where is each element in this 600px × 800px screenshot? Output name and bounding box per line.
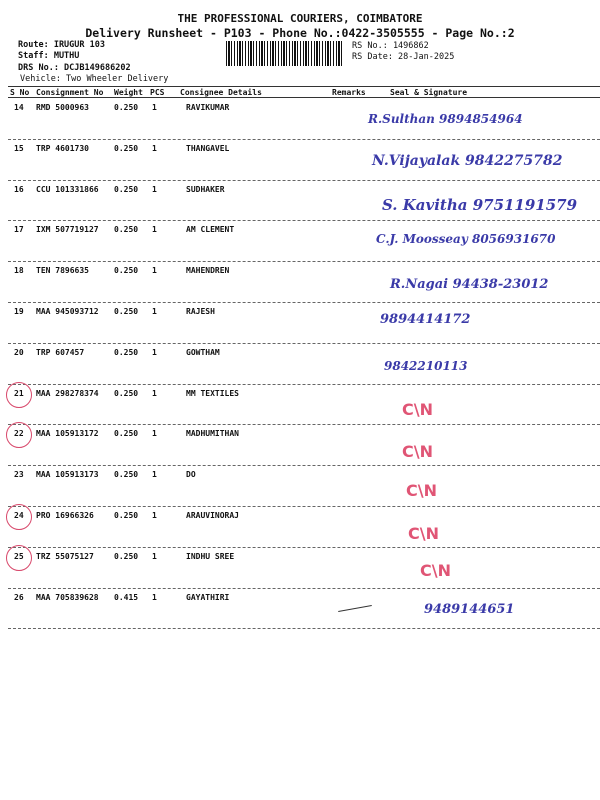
row-consignee: INDHU SREE	[186, 551, 235, 561]
handwritten-signature: S. Kavitha 9751191579	[382, 195, 578, 214]
handwritten-signature: 9489144651	[424, 601, 515, 617]
row-divider	[8, 547, 600, 548]
row-divider	[8, 139, 600, 140]
col-weight: Weight	[114, 88, 143, 97]
row-sno: 21	[14, 388, 24, 398]
row-weight: 0.250	[114, 307, 139, 316]
row-weight: 0.250	[114, 551, 139, 561]
runsheet-subtitle: Delivery Runsheet - P103 - Phone No.:0422-3505555 - Page No.:2	[85, 26, 515, 40]
row-weight: 0.250	[114, 266, 139, 276]
table-row	[0, 590, 600, 630]
row-weight: 0.415	[114, 592, 139, 602]
col-sno: S No	[10, 88, 30, 97]
table-row	[0, 386, 600, 426]
row-weight: 0.250	[114, 184, 139, 194]
row-pcs: 1	[152, 511, 157, 520]
row-divider	[8, 302, 600, 303]
barcode	[226, 41, 344, 66]
row-consignee: RAJESH	[186, 307, 215, 316]
table-row	[0, 100, 600, 140]
row-sno: 19	[14, 307, 24, 316]
row-sno: 16	[14, 184, 24, 194]
pen-circle-mark	[6, 422, 32, 448]
pen-circle-mark	[6, 504, 32, 530]
row-consignment-no: MAA 298278374	[36, 388, 99, 398]
row-sno: 18	[14, 266, 24, 276]
handwritten-signature: 9842210113	[384, 358, 468, 373]
row-divider	[8, 220, 600, 221]
handwritten-signature: C\N	[408, 524, 439, 543]
row-consignment-no: RMD 5000963	[36, 103, 89, 112]
col-remarks: Remarks	[332, 88, 366, 97]
row-divider	[8, 343, 600, 344]
row-consignment-no: TEN 7896635	[36, 266, 89, 276]
company-title: THE PROFESSIONAL COURIERS, COIMBATORE	[177, 12, 423, 25]
row-consignment-no: MAA 105913172	[36, 429, 99, 439]
row-pcs: 1	[152, 143, 157, 153]
row-consignee: GAYATHIRI	[186, 592, 230, 602]
row-pcs: 1	[152, 225, 157, 235]
row-divider	[8, 506, 600, 507]
row-divider	[8, 465, 600, 466]
table-row	[0, 345, 600, 385]
table-row	[0, 141, 600, 181]
row-weight: 0.250	[114, 225, 139, 235]
handwritten-signature: C.J. Moosseay 8056931670	[376, 232, 556, 247]
row-weight: 0.250	[114, 103, 139, 112]
row-pcs: 1	[152, 307, 157, 316]
row-consignee: SUDHAKER	[186, 184, 225, 194]
row-divider	[8, 180, 600, 181]
row-pcs: 1	[152, 592, 157, 602]
row-consignee: DO	[186, 470, 196, 480]
row-divider	[8, 588, 600, 589]
row-consignment-no: TRP 607457	[36, 347, 85, 357]
table-row	[0, 549, 600, 589]
col-consignee: Consignee Details	[180, 88, 262, 97]
handwritten-signature: N.Vijayalak 9842275782	[372, 152, 563, 169]
row-weight: 0.250	[114, 143, 139, 153]
table-row	[0, 508, 600, 548]
row-weight: 0.250	[114, 470, 139, 480]
drs-number: DRS No.: DCJB149686202	[18, 63, 131, 73]
row-consignment-no: CCU 101331866	[36, 184, 99, 194]
col-seal-signature: Seal & Signature	[390, 88, 468, 97]
handwritten-signature: R.Nagai 94438-23012	[390, 277, 549, 293]
table-row	[0, 182, 600, 222]
row-consignment-no: MAA 105913173	[36, 470, 99, 480]
table-row	[0, 426, 600, 466]
row-weight: 0.250	[114, 347, 139, 357]
handwritten-signature: C\N	[402, 442, 433, 462]
row-divider	[8, 628, 600, 629]
staff-label: Staff: MUTHU	[18, 51, 80, 61]
row-consignment-no: MAA 705839628	[36, 592, 99, 602]
row-sno: 22	[14, 429, 24, 439]
row-consignee: RAVIKUMAR	[186, 103, 230, 112]
row-sno: 15	[14, 143, 24, 153]
row-divider	[8, 384, 600, 385]
row-pcs: 1	[152, 470, 157, 480]
row-consignee: MM TEXTILES	[186, 388, 239, 398]
header-top-rule	[8, 86, 600, 87]
handwritten-signature: C\N	[406, 481, 437, 501]
table-row	[0, 304, 600, 344]
row-weight: 0.250	[114, 388, 139, 398]
row-consignee: MAHENDREN	[186, 266, 230, 276]
row-divider	[8, 424, 600, 425]
row-consignment-no: MAA 945093712	[36, 307, 99, 316]
vehicle-label: Vehicle: Two Wheeler Delivery	[20, 74, 169, 84]
row-consignee: THANGAVEL	[186, 143, 230, 153]
table-row	[0, 222, 600, 262]
handwritten-signature: 9894414172	[380, 312, 471, 327]
row-pcs: 1	[152, 103, 157, 112]
row-pcs: 1	[152, 388, 157, 398]
row-weight: 0.250	[114, 429, 139, 439]
pen-circle-mark	[6, 382, 32, 408]
pen-circle-mark	[6, 545, 32, 571]
row-pcs: 1	[152, 347, 157, 357]
row-divider	[8, 261, 600, 262]
route-label: Route: IRUGUR 103	[18, 40, 105, 50]
row-sno: 14	[14, 103, 24, 112]
handwritten-signature: C\N	[420, 560, 451, 580]
row-weight: 0.250	[114, 511, 139, 520]
row-pcs: 1	[152, 551, 157, 561]
col-consignment: Consignment No	[36, 88, 104, 97]
row-sno: 26	[14, 592, 24, 602]
col-pcs: PCS	[150, 88, 165, 97]
row-consignee: ARAUVINORAJ	[186, 511, 239, 520]
table-row	[0, 263, 600, 303]
row-sno: 24	[14, 511, 24, 520]
rs-date: RS Date: 28-Jan-2025	[352, 52, 455, 62]
row-consignment-no: IXM 507719127	[36, 225, 99, 235]
row-consignment-no: TRZ 55075127	[36, 551, 94, 561]
row-consignee: GOWTHAM	[186, 347, 220, 357]
row-pcs: 1	[152, 266, 157, 276]
table-row	[0, 467, 600, 507]
row-consignment-no: PRO 16966326	[36, 511, 94, 520]
row-sno: 20	[14, 347, 24, 357]
row-pcs: 1	[152, 429, 157, 439]
row-consignee: MADHUMITHAN	[186, 429, 239, 439]
header-bottom-rule	[8, 97, 600, 98]
handwritten-signature: C\N	[402, 399, 433, 419]
row-pcs: 1	[152, 184, 157, 194]
rs-number: RS No.: 1496862	[352, 41, 429, 51]
row-consignment-no: TRP 4601730	[36, 143, 89, 153]
row-sno: 17	[14, 225, 24, 235]
handwritten-signature: R.Sulthan 9894854964	[368, 112, 523, 126]
row-consignee: AM CLEMENT	[186, 225, 235, 235]
row-sno: 23	[14, 470, 24, 480]
row-sno: 25	[14, 551, 24, 561]
